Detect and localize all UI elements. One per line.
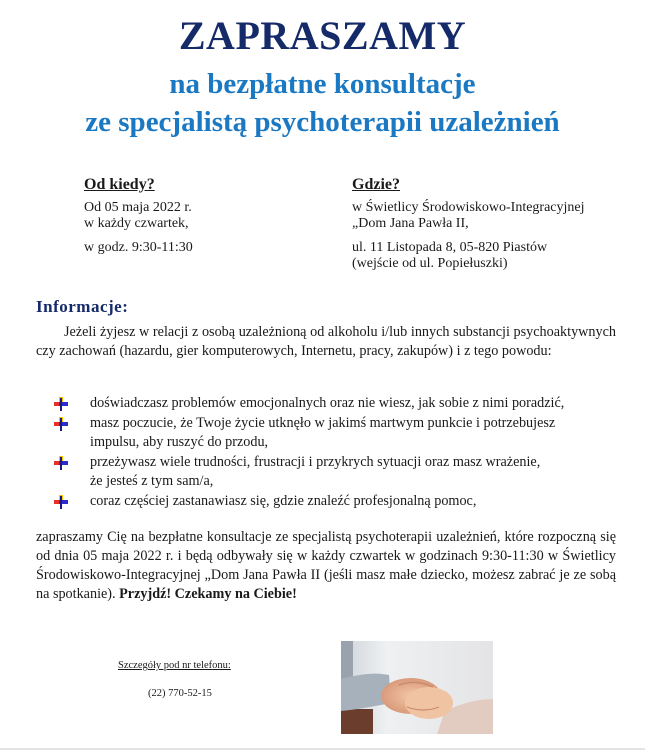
where-section: [352, 176, 642, 272]
bullet-text: coraz częściej zastanawiasz się, gdzie znaleźć profesjonalną pomoc,: [90, 492, 477, 509]
list-item: [48, 492, 628, 512]
bullet-text: doświadczasz problemów emocjonalnych oraz nie wiesz, jak sobie z nimi poradzić,: [90, 395, 565, 411]
when-line-3: w godz. 9:30-11:30: [84, 240, 193, 255]
info-intro: Jeżeli żyjesz w relacji z osobą uzależnioną od alkoholu i/lub innych substancji psychoaktywnych czy zachowań (hazardu, gier komputerowych, Internetu, pracy, zakupów) i z tego powodu:: [36, 324, 616, 359]
where-line-2: „Dom Jana Pawła II,: [352, 216, 469, 231]
list-item: [48, 414, 628, 453]
phone-label: Szczegóły pod nr telefonu:: [118, 660, 231, 671]
phone-number: (22) 770-52-15: [148, 688, 212, 699]
four-color-arrow-bullet-icon: [54, 417, 68, 431]
page-title: ZAPRASZAMY: [178, 13, 467, 58]
list-item: [48, 453, 628, 492]
when-section: [84, 176, 324, 256]
subtitle-line-2: ze specjalistą psychoterapii uzależnień: [85, 106, 560, 138]
where-line-3: ul. 11 Listopada 8, 05-820 Piastów: [352, 240, 548, 255]
holding-hands-image: [341, 641, 493, 734]
when-line-1: Od 05 maja 2022 r.: [84, 200, 192, 215]
when-line-2: w każdy czwartek,: [84, 216, 189, 231]
closing-paragraph: [36, 528, 616, 604]
subtitle-line-1: na bezpłatne konsultacje: [169, 68, 476, 100]
holding-hands-photo: [341, 641, 493, 734]
where-line-4: (wejście od ul. Popiełuszki): [352, 256, 508, 271]
four-color-arrow-bullet-icon: [54, 495, 68, 509]
closing-call-to-action: Przyjdź! Czekamy na Ciebie!: [119, 586, 297, 602]
closing-text: zapraszamy Cię na bezpłatne konsultacje ze specjalistą psychoterapii uzależnień, które rozpoczną się od dnia 05 maja 2022 r. i będą odbywały się w każdy czwartek w godzinach 9:30-11:30 w Świetlicy Środowiskowo-Integracyjnej „Dom Jana Pawła II (jeśli masz małe dziecko, możesz zabrać je ze sobą na spotkanie).: [36, 529, 616, 602]
info-bullet-list: [48, 394, 628, 511]
four-color-arrow-bullet-icon: [54, 397, 68, 411]
page-bottom-divider: [0, 748, 645, 750]
list-item: [48, 394, 628, 414]
when-heading: Od kiedy?: [84, 176, 155, 193]
where-heading: Gdzie?: [352, 176, 400, 193]
bullet-text: masz poczucie, że Twoje życie utknęło w jakimś martwym punkcie i potrzebujesz impulsu, aby ruszyć do przodu,: [90, 414, 556, 450]
bullet-text: przeżywasz wiele trudności, frustracji i przykrych sytuacji oraz masz wrażenie, że jesteś z tym sam/a,: [90, 453, 541, 489]
where-line-1: w Świetlicy Środowiskowo-Integracyjnej: [352, 200, 585, 215]
four-color-arrow-bullet-icon: [54, 456, 68, 470]
info-heading: Informacje:: [36, 297, 129, 316]
